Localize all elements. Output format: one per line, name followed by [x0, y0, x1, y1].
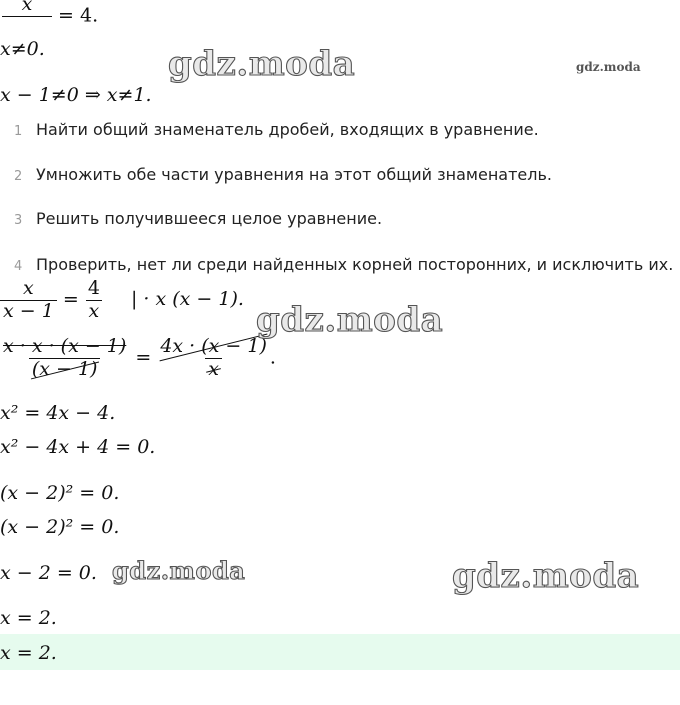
equation-line-6: $\frac{x \cdot x \cdot (x - 1)}{(x - 1)}$ = $\frac{4x \cdot (x - 1)}{x}$ . [3, 335, 276, 380]
equation-line-7: x² = 4x − 4. [0, 402, 116, 424]
watermark-logo: gdz.moda [112, 556, 246, 585]
step-item: 4 Проверить, нет ли среди найденных корней посторонних, и исключить их. [14, 255, 674, 274]
answer-line: x = 2. [0, 642, 57, 664]
equation-line-2: x≠0. [0, 38, 45, 60]
step-item: 2 Умножить обе части уравнения на этот общий знаменатель. [14, 165, 553, 184]
watermark-logo: gdz.moda [168, 44, 356, 84]
equation-line-1: x = 4. [2, 0, 98, 39]
equation-line-11: x − 2 = 0. [0, 562, 97, 584]
equation-line-5: $\frac{x}{x - 1}$ = $\frac{4}{x}$ | · x (x − 1). [0, 278, 244, 323]
equation-line-8: x² − 4x + 4 = 0. [0, 436, 156, 458]
watermark-logo: gdz.moda [576, 60, 641, 74]
equation-line-10: (x − 2)² = 0. [0, 516, 120, 538]
watermark-logo: gdz.moda [452, 556, 640, 596]
step-item: 1 Найти общий знаменатель дробей, входящих в уравнение. [14, 120, 539, 139]
step-item: 3 Решить получившееся целое уравнение. [14, 209, 383, 228]
equation-line-9: (x − 2)² = 0. [0, 482, 120, 504]
equation-line-3: x − 1≠0 ⇒ x≠1. [0, 84, 152, 106]
answer-highlight [0, 634, 680, 670]
equation-line-12: x = 2. [0, 607, 57, 629]
watermark-logo: gdz.moda [256, 300, 444, 340]
